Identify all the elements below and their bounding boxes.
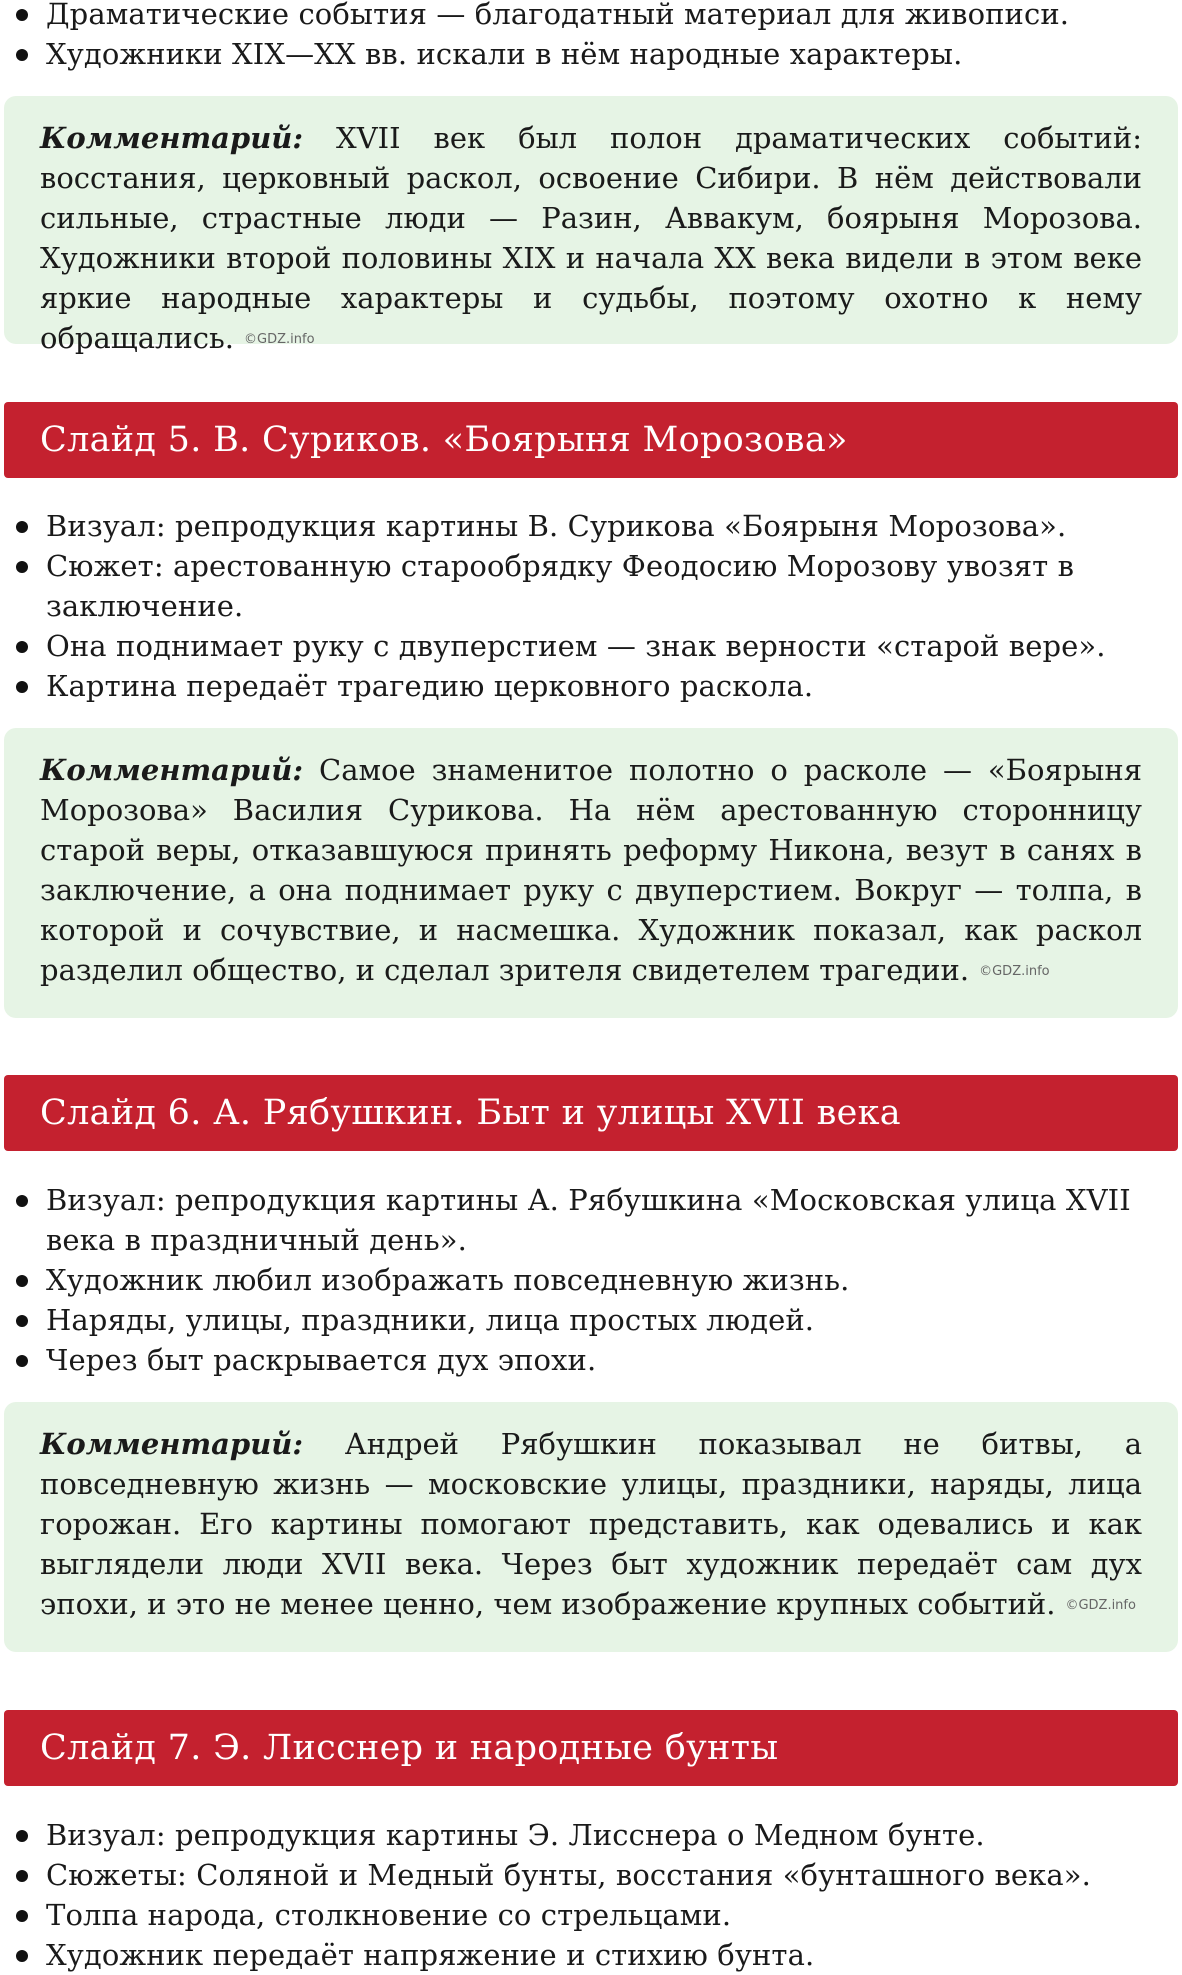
- slide5-header-block: [0, 402, 1182, 478]
- list-item: [14, 666, 1174, 706]
- slide6-bullets-block: [0, 1180, 1182, 1380]
- list-item: [14, 1300, 1174, 1340]
- bullet-icon: [16, 1830, 28, 1842]
- comment-box: [4, 728, 1178, 1018]
- comment-block-section4: [0, 96, 1182, 355]
- comment-block-slide5: [0, 728, 1182, 1018]
- bullet-icon: [16, 561, 28, 573]
- bullet-icon: [16, 1950, 28, 1962]
- bullet-icon: [16, 681, 28, 693]
- comment-box: [4, 1402, 1178, 1652]
- slide5-bullets-block: [0, 506, 1182, 706]
- bullet-icon: [16, 641, 28, 653]
- list-item-text: Визуал: репродукция картины А. Рябушкина «Московская улица XVII века в праздничный день».: [46, 1183, 1131, 1257]
- bullet-icon: [16, 521, 28, 533]
- list-item: [14, 34, 1174, 74]
- slide6-header-block: [0, 1075, 1182, 1151]
- slide7-header-block: [0, 1710, 1182, 1786]
- watermark-stamp: ©GDZ.info: [979, 964, 1050, 979]
- comment-text: XVII век был полон драматических событий: восстания, церковный раскол, освоение Сибири. В нём действовали сильные, страстные люди — Разин, Аввакум, боярыня Морозова. Художники второй половины XIX и начала XX века видели в этом веке яркие народные характеры и судьбы, поэтому охотно к нему обращались.: [40, 121, 1142, 355]
- list-item-text: Толпа народа, столкновение со стрельцами.: [46, 1898, 732, 1932]
- bullet-list: [0, 1815, 1182, 1975]
- bullet-icon: [16, 1870, 28, 1882]
- list-item-text: Драматические события — благодатный материал для живописи.: [46, 0, 1070, 31]
- list-item-text: Художник любил изображать повседневную жизнь.: [46, 1263, 850, 1297]
- list-item-text: Через быт раскрывается дух эпохи.: [46, 1343, 597, 1377]
- list-item-text: Визуал: репродукция картины В. Сурикова «Боярыня Морозова».: [46, 509, 1067, 543]
- list-item-text: Визуал: репродукция картины Э. Лисснера о Медном бунте.: [46, 1818, 985, 1852]
- list-item: [14, 0, 1174, 34]
- bullet-list: [0, 0, 1182, 74]
- comment-text: Андрей Рябушкин показывал не битвы, а повседневную жизнь — московские улицы, праздники, наряды, лица горожан. Его картины помогают представить, как одевались и как выглядели люди XVII века. Через быт художник передаёт сам дух эпохи, и это не менее ценно, чем изображение крупных событий.: [40, 1427, 1142, 1621]
- bullet-icon: [16, 1195, 28, 1207]
- bullet-icon: [16, 1910, 28, 1922]
- list-item: [14, 1855, 1174, 1895]
- list-item: [14, 626, 1174, 666]
- comment-label: Комментарий:: [40, 1427, 304, 1461]
- list-item: [14, 1935, 1174, 1975]
- list-item-text: Она поднимает руку с двуперстием — знак верности «старой вере».: [46, 629, 1106, 663]
- bullet-icon: [16, 1355, 28, 1367]
- bullet-icon: [16, 49, 28, 61]
- list-item-text: Художники XIX—XX вв. искали в нём народные характеры.: [46, 37, 963, 71]
- list-item-text: Художник передаёт напряжение и стихию бунта.: [46, 1938, 815, 1972]
- list-item: [14, 1340, 1174, 1380]
- bullet-list: [0, 506, 1182, 706]
- bullet-icon: [16, 1315, 28, 1327]
- list-item: [14, 506, 1174, 546]
- list-item-text: Сюжет: арестованную старообрядку Феодосию Морозову увозят в заключение.: [46, 549, 1075, 623]
- list-item: [14, 546, 1174, 626]
- bullet-icon: [16, 9, 28, 21]
- watermark-stamp: ©GDZ.info: [244, 332, 315, 347]
- comment-text: Самое знаменитое полотно о расколе — «Боярыня Морозова» Василия Сурикова. На нём арестованную сторонницу старой веры, отказавшуюся принять реформу Никона, везут в санях в заключение, а она поднимает руку с двуперстием. Вокруг — толпа, в которой и сочувствие, и насмешка. Художник показал, как раскол разделил общество, и сделал зрителя свидетелем трагедии.: [40, 753, 1142, 987]
- list-item-text: Сюжеты: Соляной и Медный бунты, восстания «бунташного века».: [46, 1858, 1091, 1892]
- list-item: [14, 1815, 1174, 1855]
- comment-label: Комментарий:: [40, 121, 304, 155]
- slide7-bullets-block: [0, 1815, 1182, 1975]
- watermark-stamp: ©GDZ.info: [1065, 1598, 1136, 1613]
- list-item: [14, 1260, 1174, 1300]
- comment-block-slide6: [0, 1402, 1182, 1652]
- comment-box: [4, 96, 1178, 355]
- slide-title-bar: Слайд 6. А. Рябушкин. Быт и улицы XVII века: [4, 1075, 1178, 1151]
- bullet-icon: [16, 1275, 28, 1287]
- slide-title-bar: Слайд 5. В. Суриков. «Боярыня Морозова»: [4, 402, 1178, 478]
- list-item-text: Картина передаёт трагедию церковного раскола.: [46, 669, 814, 703]
- list-item: [14, 1895, 1174, 1935]
- bullet-list: [0, 1180, 1182, 1380]
- section4-bullets-block: [0, 0, 1182, 74]
- list-item: [14, 1180, 1174, 1260]
- comment-label: Комментарий:: [40, 753, 304, 787]
- slide-title-bar: Слайд 7. Э. Лисснер и народные бунты: [4, 1710, 1178, 1786]
- list-item-text: Наряды, улицы, праздники, лица простых людей.: [46, 1303, 815, 1337]
